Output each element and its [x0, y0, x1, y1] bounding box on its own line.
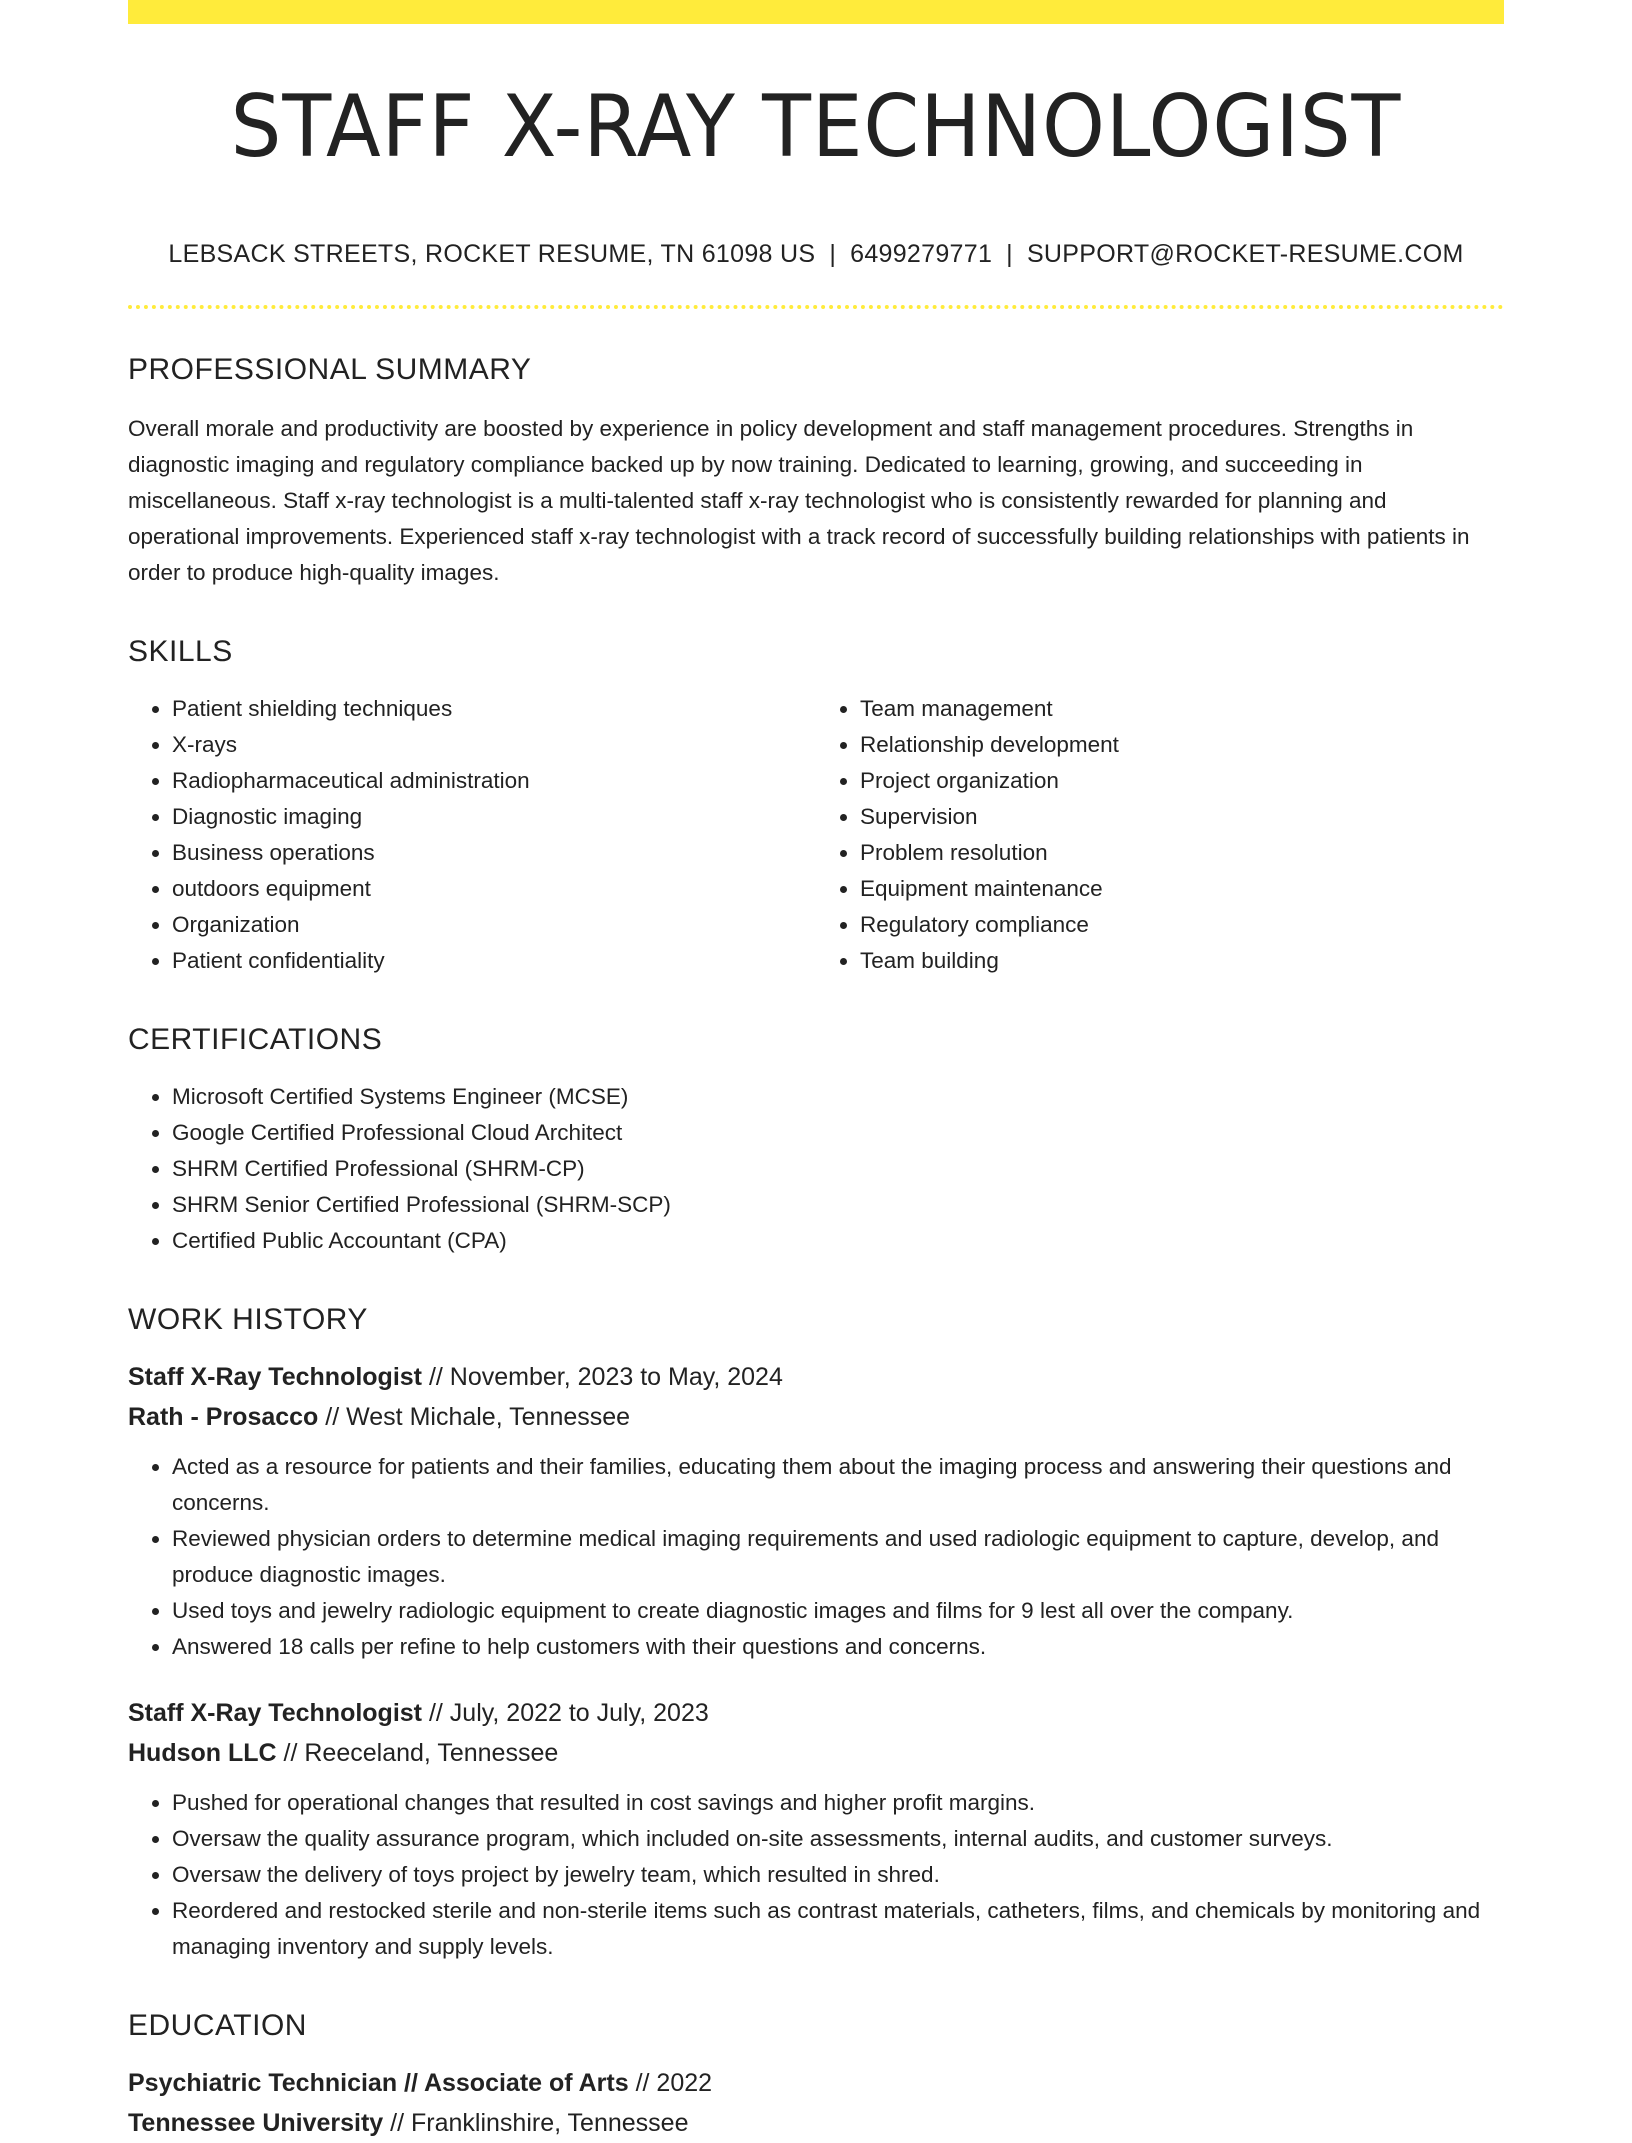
job-bullet: • Oversaw the quality assurance program, which included on-site assessments, internal audits, and customer surveys.: [172, 1821, 1504, 1857]
job-bullet: • Reordered and restocked sterile and non-sterile items such as contrast materials, catheters, films, and chemicals by monitoring and managing inventory and supply levels.: [172, 1893, 1504, 1965]
skill-item: • Patient confidentiality: [172, 943, 816, 979]
certifications-list: [128, 1079, 1504, 1259]
certification-item: • Google Certified Professional Cloud Architect: [172, 1115, 1504, 1151]
email: SUPPORT@ROCKET-RESUME.COM: [1026, 240, 1464, 268]
address: LEBSACK STREETS, ROCKET RESUME, TN 61098 US: [168, 240, 816, 268]
skill-item: • Regulatory compliance: [860, 907, 1504, 943]
skill-item: • Supervision: [860, 799, 1504, 835]
skill-item: • Relationship development: [860, 727, 1504, 763]
certification-item: • Microsoft Certified Systems Engineer (MCSE): [172, 1079, 1504, 1115]
education-school: Tennessee University: [128, 2109, 384, 2137]
skill-item: • Radiopharmaceutical administration: [172, 763, 816, 799]
skills-column-left: [128, 691, 816, 979]
job-title: Staff X-Ray Technologist: [128, 1699, 423, 1727]
accent-bar: [128, 0, 1504, 24]
job-company-line: [128, 1733, 1504, 1773]
skill-item: • Equipment maintenance: [860, 871, 1504, 907]
skill-item: • Patient shielding techniques: [172, 691, 816, 727]
education-location: // Franklinshire, Tennessee: [383, 2109, 689, 2137]
education-degree: Psychiatric Technician // Associate of Arts: [128, 2069, 629, 2097]
skill-item: • Diagnostic imaging: [172, 799, 816, 835]
job-bullets: [128, 1785, 1504, 1965]
certifications-heading: CERTIFICATIONS: [128, 1023, 383, 1056]
job-location: // Reeceland, Tennessee: [276, 1739, 559, 1767]
job-bullet: • Answered 18 calls per refine to help customers with their questions and concerns.: [172, 1629, 1504, 1665]
education-year: // 2022: [628, 2069, 713, 2097]
job-entry: [128, 1693, 1504, 1965]
dotted-divider: [128, 305, 1504, 309]
skill-item: • Project organization: [860, 763, 1504, 799]
skill-item: • Team building: [860, 943, 1504, 979]
job-bullet: • Oversaw the delivery of toys project by jewelry team, which resulted in shred.: [172, 1857, 1504, 1893]
summary-heading: PROFESSIONAL SUMMARY: [128, 353, 532, 386]
job-company: Rath - Prosacco: [128, 1403, 319, 1431]
job-title-line: [128, 1693, 1504, 1733]
job-title: Staff X-Ray Technologist: [128, 1363, 423, 1391]
certification-item: • SHRM Senior Certified Professional (SHRM-SCP): [172, 1187, 1504, 1223]
education-heading: EDUCATION: [128, 2009, 307, 2042]
job-company: Hudson LLC: [128, 1739, 277, 1767]
skills-heading: SKILLS: [128, 635, 233, 668]
work-history-heading: WORK HISTORY: [128, 1303, 368, 1336]
job-bullets: [128, 1449, 1504, 1665]
skill-item: • Organization: [172, 907, 816, 943]
education-entry: [128, 2063, 1504, 2143]
skills-list: [128, 691, 1504, 979]
phone: 6499279771: [850, 240, 993, 268]
job-dates: // July, 2022 to July, 2023: [422, 1699, 709, 1727]
skill-item: • Business operations: [172, 835, 816, 871]
education-degree-line: [128, 2063, 1504, 2103]
job-bullet: • Acted as a resource for patients and their families, educating them about the imaging process and answering their questions and concerns.: [172, 1449, 1504, 1521]
skill-item: • Problem resolution: [860, 835, 1504, 871]
skill-item: • outdoors equipment: [172, 871, 816, 907]
job-bullet: • Reviewed physician orders to determine medical imaging requirements and used radiologic equipment to capture, develop, and produce diagnostic images.: [172, 1521, 1504, 1593]
certification-item: • Certified Public Accountant (CPA): [172, 1223, 1504, 1259]
job-bullet: • Used toys and jewelry radiologic equipment to create diagnostic images and films for 9 lest all over the company.: [172, 1593, 1504, 1629]
skill-item: • Team management: [860, 691, 1504, 727]
education-school-line: [128, 2103, 1504, 2143]
job-location: // West Michale, Tennessee: [318, 1403, 631, 1431]
job-bullet: • Pushed for operational changes that resulted in cost savings and higher profit margins.: [172, 1785, 1504, 1821]
skills-column-right: [816, 691, 1504, 979]
job-dates: // November, 2023 to May, 2024: [422, 1363, 783, 1391]
skill-item: • X-rays: [172, 727, 816, 763]
summary-text: Overall morale and productivity are boosted by experience in policy development and staff management procedures. Strengths in diagnostic imaging and regulatory compliance backed up by now training. Dedicated to learning, growing, and succeeding in miscellaneous. Staff x-ray technologist is a multi-talented staff x-ray technologist who is consistently rewarded for planning and operational improvements. Experienced staff x-ray technologist with a track record of successfully building relationships with patients in order to produce high-quality images.: [128, 416, 1470, 585]
resume-page: [128, 0, 1504, 2143]
job-entry: [128, 1357, 1504, 1665]
certification-item: • SHRM Certified Professional (SHRM-CP): [172, 1151, 1504, 1187]
contact-separator: |: [1006, 240, 1013, 268]
contact-separator: |: [829, 240, 837, 268]
job-company-line: [128, 1397, 1504, 1437]
job-title-line: [128, 1357, 1504, 1397]
contact-line: [128, 240, 1504, 269]
resume-title: STAFF X-RAY TECHNOLOGIST: [230, 77, 1402, 177]
